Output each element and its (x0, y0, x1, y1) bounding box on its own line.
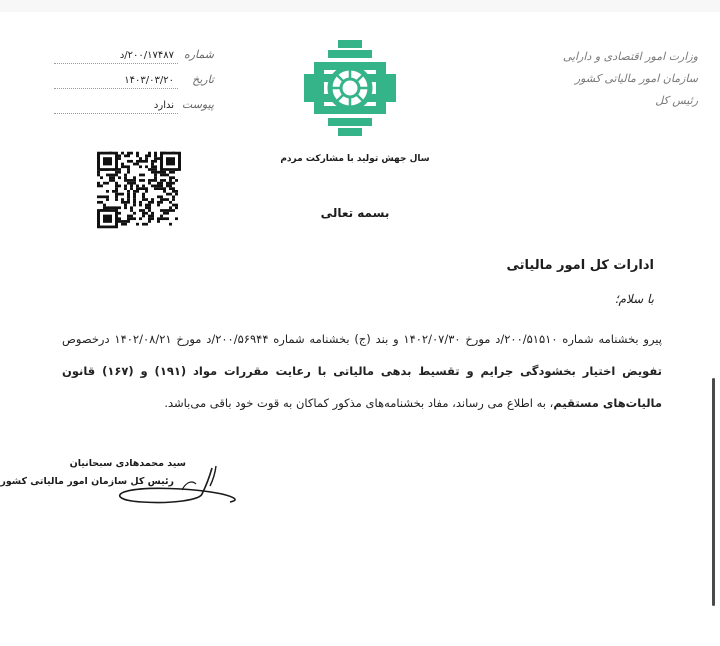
dotted-line (54, 88, 178, 89)
letterhead (478, 46, 698, 112)
basmala: بسمه تعالی (320, 206, 390, 220)
signatory-title: رئیس کل سازمان امور مالیاتی کشور (0, 476, 174, 487)
number-row (54, 48, 214, 68)
handwritten-signature (112, 460, 252, 510)
tax-organization-logo-icon (302, 38, 398, 138)
dotted-line (54, 113, 178, 114)
letter-meta (54, 48, 214, 123)
number-value: ۲۰۰/۱۷۴۸۷/د (119, 50, 174, 61)
scrollbar[interactable] (712, 378, 715, 606)
head-title-line: رئیس کل (655, 94, 698, 107)
letter-body (62, 323, 662, 419)
number-label: شماره (183, 48, 214, 61)
body-part-1: پیرو بخشنامه شماره ۲۰۰/۵۱۵۱۰/د مورخ ۱۴۰۲/۰۷/۳۰ و بند (ج) بخشنامه شماره ۲۰۰/۵۶۹۴۴/د مورخ ۱۴۰۲/۰۸/۲۱ درخصوص (62, 332, 662, 346)
dotted-line (54, 63, 178, 64)
date-row (54, 73, 214, 93)
date-label: تاریخ (192, 73, 214, 86)
greeting: با سلام؛ (614, 292, 654, 306)
attachment-row (54, 98, 214, 118)
date-value: ۱۴۰۳/۰۳/۲۰ (124, 75, 174, 86)
year-slogan: سال جهش تولید با مشارکت مردم (280, 154, 430, 164)
qr-code-icon (94, 149, 184, 231)
body-part-2: ، به اطلاع می رساند، مفاد بخشنامه‌های مذکور کماکان به قوت خود باقی می‌باشد. (164, 396, 554, 410)
attachment-value: ندارد (153, 100, 174, 111)
ministry-line: وزارت امور اقتصادی و دارایی (562, 50, 698, 63)
top-band (0, 0, 720, 12)
organization-line: سازمان امور مالیاتی کشور (574, 72, 698, 85)
body-bold-subject: تفویض اختیار بخشودگی جرایم و تقسیط بدهی مالیاتی با رعایت مقررات مواد (۱۹۱) و (۱۶۷) قانون مالیات‌های مستقیم (62, 364, 662, 410)
recipient: ادارات کل امور مالیاتی (506, 258, 654, 273)
signatory-name: سید محمدهادی سبحانیان (69, 458, 186, 469)
attachment-label: پیوست (181, 98, 214, 111)
